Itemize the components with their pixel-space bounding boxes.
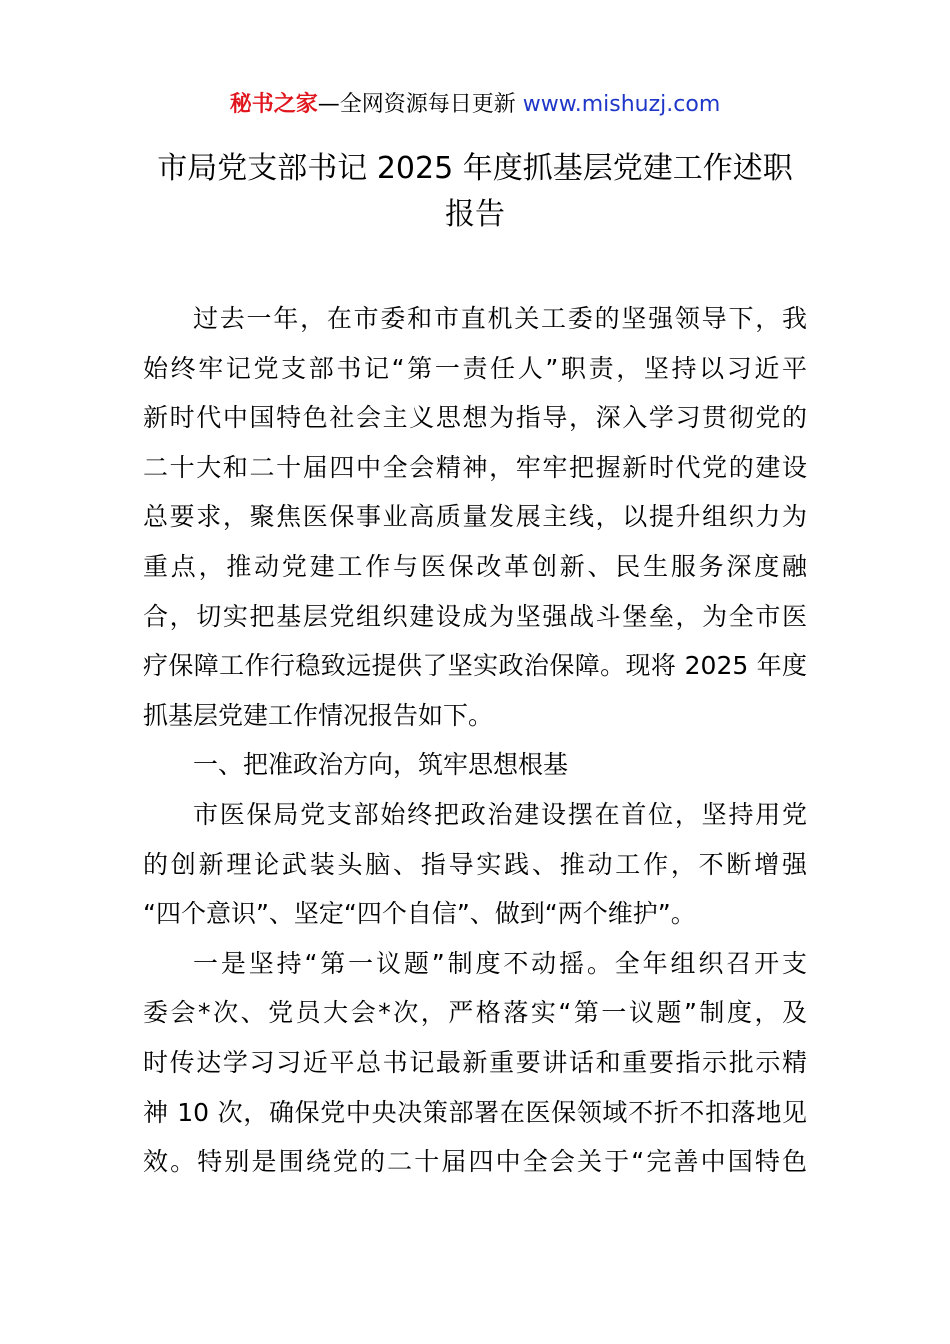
- text-line: 新时代中国特色社会主义思想为指导，深入学习贯彻党的: [143, 403, 807, 433]
- text-line: 合，切实把基层党组织建设成为坚强战斗堡垒，为全市医: [143, 601, 807, 631]
- header-tagline: —全网资源每日更新: [317, 92, 516, 117]
- title-line-1: 市局党支部书记 2025 年度抓基层党建工作述职: [157, 151, 793, 186]
- text-line: 的创新理论武装头脑、指导实践、推动工作，不断增强: [143, 849, 807, 879]
- document-title: [140, 146, 810, 238]
- text-line: 重点，推动党建工作与医保改革创新、民生服务深度融: [143, 551, 807, 581]
- paragraph-first-agenda: [143, 939, 807, 1187]
- document-body: [143, 294, 807, 1187]
- title-line-2: 报告: [445, 197, 505, 232]
- text-line: 始终牢记党支部书记“第一责任人”职责，坚持以习近平: [143, 353, 807, 383]
- text-line: 时传达学习习近平总书记最新重要讲话和重要指示批示精: [143, 1047, 807, 1077]
- text-line: 过去一年，在市委和市直机关工委的坚强领导下，我: [193, 304, 807, 333]
- text-line: 一是坚持“第一议题”制度不动摇。全年组织召开支: [193, 948, 807, 978]
- paragraph-intro: [143, 294, 807, 740]
- text-line: 疗保障工作行稳致远提供了坚实政治保障。现将 2025 年度: [143, 651, 807, 681]
- section-heading-1: [143, 740, 807, 790]
- site-header: [0, 88, 950, 122]
- text-line: 委会*次、党员大会*次，严格落实“第一议题”制度，及: [143, 998, 807, 1028]
- text-line: “四个意识”、坚定“四个自信”、做到“两个维护”。: [143, 899, 696, 929]
- text-line: 抓基层党建工作情况报告如下。: [143, 700, 494, 730]
- text-line: 二十大和二十届四中全会精神，牢牢把握新时代党的建设: [143, 452, 807, 482]
- text-line: 效。特别是围绕党的二十届四中全会关于“完善中国特色: [143, 1147, 807, 1177]
- text-line: 神 10 次，确保党中央决策部署在医保领域不折不扣落地见: [143, 1097, 807, 1127]
- text-line: 市医保局党支部始终把政治建设摆在首位，坚持用党: [193, 799, 807, 829]
- site-url-link[interactable]: www.mishuzj.com: [515, 92, 721, 117]
- text-line: 总要求，聚焦医保事业高质量发展主线，以提升组织力为: [143, 502, 807, 532]
- brand-name: 秘书之家: [229, 92, 318, 117]
- paragraph-political: [143, 790, 807, 939]
- heading-text: 一、把准政治方向，筑牢思想根基: [193, 750, 569, 780]
